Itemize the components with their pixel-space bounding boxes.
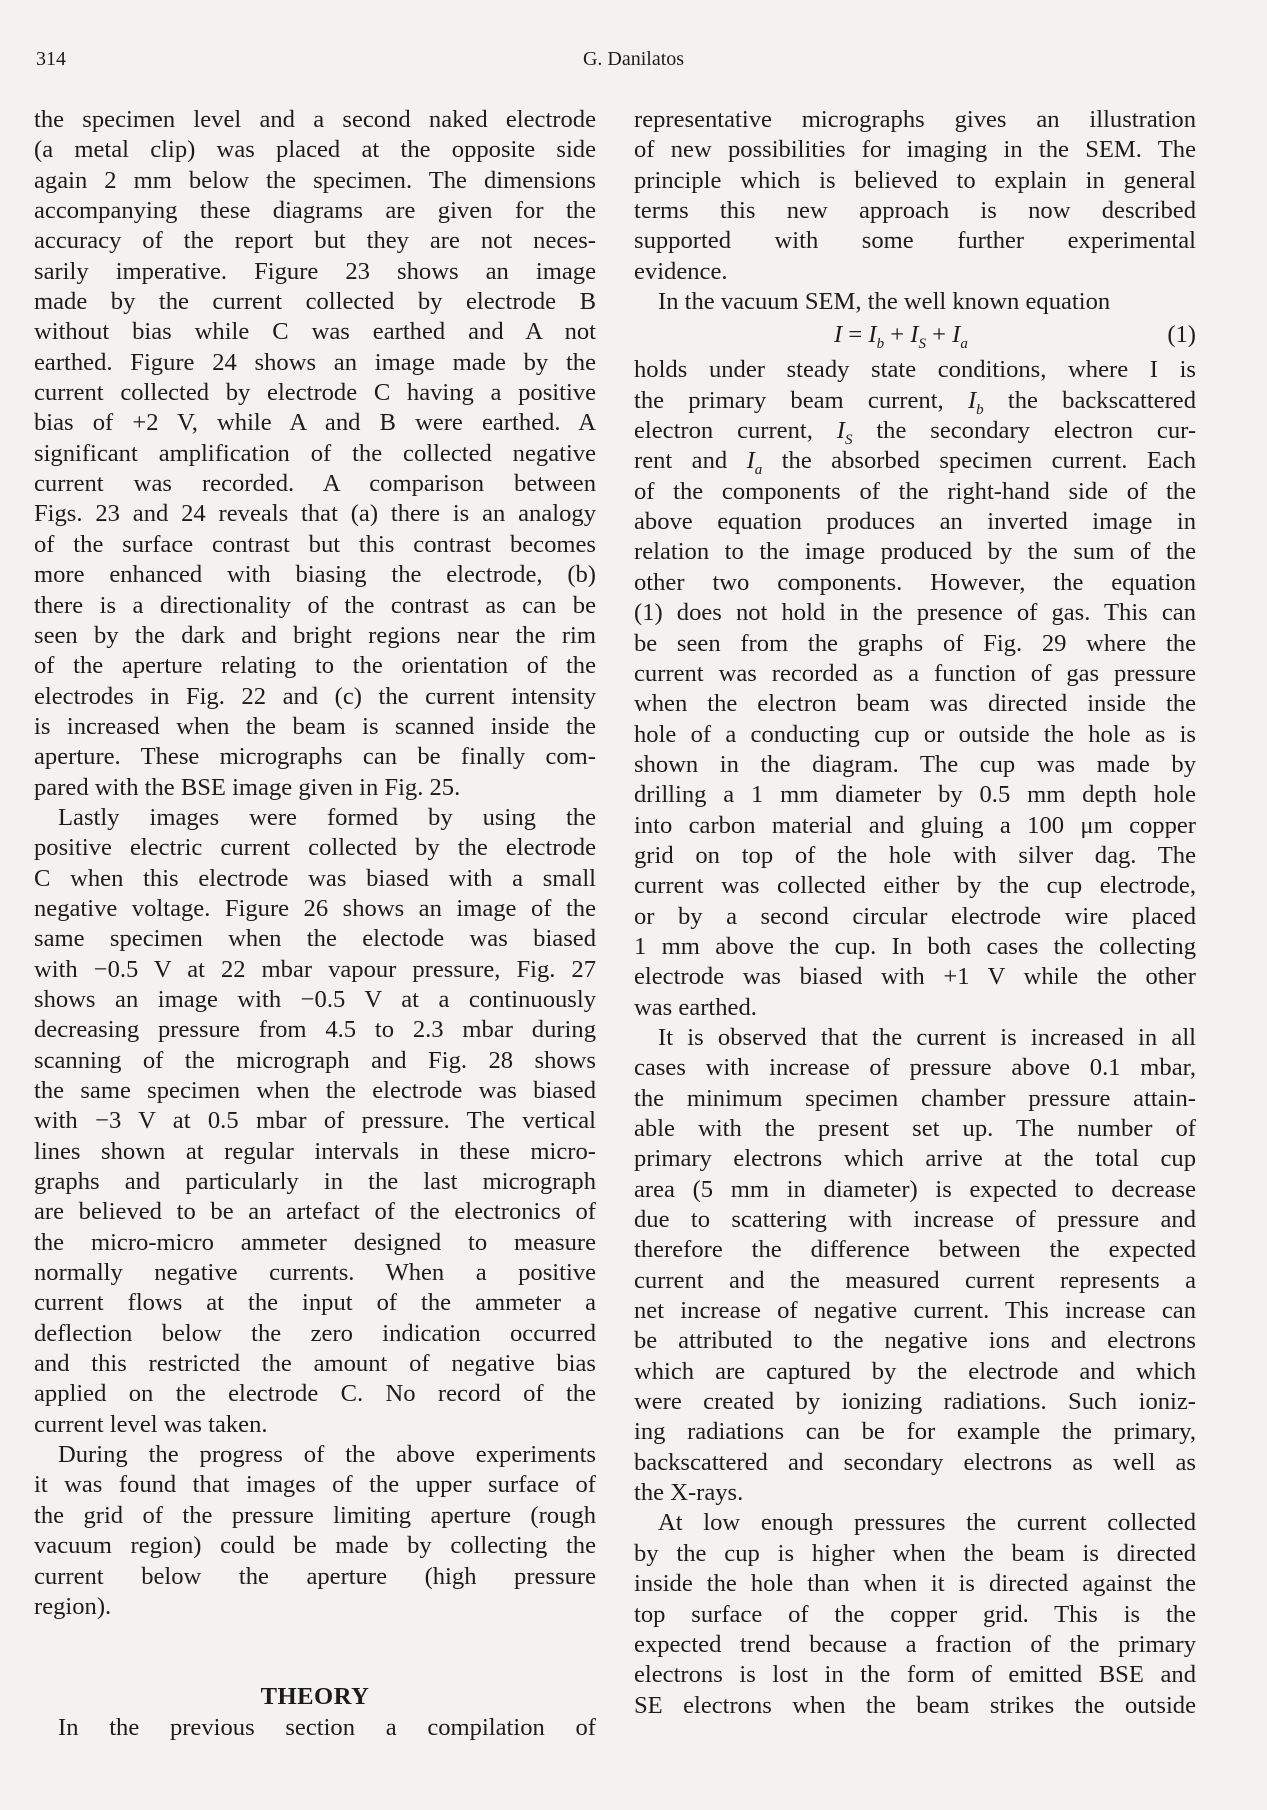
- text-line: applied on the electrode C. No record of the: [34, 1380, 596, 1408]
- text-line: grid on top of the hole with silver dag. The: [634, 841, 1196, 869]
- text-line: of new possibilities for imaging in the SEM. The: [634, 136, 1196, 164]
- text-line: be seen from the graphs of Fig. 29 where the: [634, 629, 1196, 657]
- text-line: supported with some further experimental: [634, 227, 1196, 255]
- text-line: cases with increase of pressure above 0.1 mbar,: [634, 1054, 1196, 1082]
- text-line: without bias while C was earthed and A not: [34, 318, 596, 346]
- text-line: ing radiations can be for example the primary,: [634, 1418, 1196, 1446]
- text-line: current flows at the input of the ammeter a: [34, 1289, 596, 1317]
- text-line: SE electrons when the beam strikes the outside: [634, 1691, 1196, 1719]
- text-line: the specimen level and a second naked electrode: [34, 106, 596, 133]
- text-line: During the progress of the above experiments: [58, 1441, 596, 1469]
- text-line: primary electrons which arrive at the total cup: [634, 1145, 1196, 1173]
- text-line: evidence.: [634, 257, 728, 285]
- text-line: deflection below the zero indication occurred: [34, 1319, 596, 1347]
- text-line: electrons is lost in the form of emitted BSE and: [634, 1661, 1196, 1689]
- text-line: the grid of the pressure limiting aperture (rough: [34, 1501, 596, 1529]
- text-line: decreasing pressure from 4.5 to 2.3 mbar during: [34, 1016, 596, 1044]
- text-line: above equation produces an inverted image in: [634, 508, 1196, 536]
- text-line: current was collected either by the cup electrode,: [634, 872, 1196, 900]
- text-line: it was found that images of the upper surface of: [34, 1471, 596, 1499]
- page-number: 314: [36, 48, 66, 70]
- text-line: relation to the image produced by the sum of the: [634, 538, 1196, 566]
- text-line: region).: [34, 1592, 112, 1620]
- text-line: with −0.5 V at 22 mbar vapour pressure, Fig. 27: [34, 955, 596, 983]
- text-line: normally negative currents. When a positive: [34, 1259, 596, 1287]
- text-line: when the electron beam was directed inside the: [634, 690, 1196, 718]
- text-line: In the vacuum SEM, the well known equation: [658, 288, 1111, 316]
- text-line: (1) does not hold in the presence of gas. This can: [634, 599, 1196, 627]
- text-line: 1 mm above the cup. In both cases the collecting: [634, 932, 1196, 960]
- text-line: other two components. However, the equation: [634, 568, 1196, 596]
- section-gap: [34, 1622, 596, 1682]
- text-line: with −3 V at 0.5 mbar of pressure. The vertical: [34, 1107, 596, 1135]
- text-line: the same specimen when the electrode was biased: [34, 1077, 596, 1104]
- left-column: [34, 105, 596, 1743]
- text-line: lines shown at regular intervals in these micro-: [34, 1137, 596, 1165]
- text-line: due to scattering with increase of pressure and: [634, 1206, 1196, 1234]
- text-line: or by a second circular electrode wire placed: [634, 902, 1196, 930]
- section-heading: THEORY: [260, 1683, 370, 1711]
- text-line: current below the aperture (high pressure: [34, 1562, 596, 1590]
- text-line: electrodes in Fig. 22 and (c) the current intensity: [34, 682, 596, 710]
- text-line: scanning of the micrograph and Fig. 28 shows: [34, 1046, 596, 1074]
- running-head: G. Danilatos: [582, 48, 685, 70]
- text-line: seen by the dark and bright regions near the rim: [34, 621, 596, 649]
- text-line: again 2 mm below the specimen. The dimensions: [34, 166, 596, 194]
- equation-body: $I = I_b + I_S + I_a$: [834, 321, 968, 353]
- text-line: more enhanced with biasing the electrode, (b): [34, 561, 596, 589]
- text-line: accompanying these diagrams are given for the: [34, 197, 596, 225]
- text-line: positive electric current collected by the electrode: [34, 834, 596, 862]
- text-line: which are captured by the electrode and which: [634, 1357, 1196, 1385]
- text-line: aperture. These micrographs can be finally com-: [34, 743, 596, 771]
- text-line: current level was taken.: [34, 1410, 268, 1438]
- text-line: negative voltage. Figure 26 shows an image of the: [34, 894, 596, 922]
- text-line: In the previous section a compilation of: [58, 1713, 596, 1741]
- text-line: shows an image with −0.5 V at a continuously: [34, 985, 596, 1013]
- text-line: Lastly images were formed by using the: [58, 803, 596, 831]
- text-line: able with the present set up. The number of: [634, 1115, 1196, 1142]
- text-line: shown in the diagram. The cup was made by: [634, 750, 1196, 778]
- text-line: At low enough pressures the current collected: [658, 1509, 1196, 1537]
- text-line: there is a directionality of the contrast as can be: [34, 591, 596, 619]
- text-line: drilling a 1 mm diameter by 0.5 mm depth hole: [634, 781, 1196, 809]
- text-line: significant amplification of the collected negative: [34, 439, 596, 467]
- right-column-text: [634, 477, 1196, 1721]
- text-line: current collected by electrode C having a positive: [34, 379, 596, 407]
- text-line: current was recorded. A comparison between: [34, 470, 596, 498]
- equation-number: (1): [1167, 321, 1196, 349]
- text-line: be attributed to the negative ions and electrons: [634, 1327, 1196, 1355]
- text-line: expected trend because a fraction of the primary: [634, 1630, 1196, 1658]
- text-line: are believed to be an artefact of the electronics of: [34, 1198, 596, 1226]
- text-line: (a metal clip) was placed at the opposite side: [34, 136, 596, 164]
- text-line: representative micrographs gives an illustration: [634, 106, 1196, 133]
- text-line: by the cup is higher when the beam is directed: [634, 1539, 1196, 1567]
- text-line: C when this electrode was biased with a small: [34, 864, 596, 892]
- text-line: into carbon material and gluing a 100 μm copper: [634, 811, 1196, 839]
- text-line: the primary beam current, $I_b$ the backscattered: [634, 386, 1196, 418]
- text-line: bias of +2 V, while A and B were earthed. A: [34, 409, 596, 437]
- text-line: and this restricted the amount of negative bias: [34, 1350, 596, 1378]
- page-header: [0, 46, 1267, 76]
- text-line: top surface of the copper grid. This is the: [634, 1600, 1196, 1628]
- text-line: of the components of the right-hand side of the: [634, 477, 1196, 505]
- text-line: electron current, $I_S$ the secondary electron cur-: [634, 417, 1197, 448]
- text-line: net increase of negative current. This increase can: [634, 1297, 1196, 1325]
- text-line: the X-rays.: [634, 1479, 744, 1507]
- right-column-intro: [634, 105, 1196, 317]
- text-line: inside the hole than when it is directed against the: [634, 1570, 1196, 1598]
- text-line: accuracy of the report but they are not neces-: [34, 227, 596, 255]
- text-line: graphs and particularly in the last micrograph: [34, 1168, 596, 1196]
- text-line: backscattered and secondary electrons as well as: [634, 1448, 1196, 1476]
- text-line: earthed. Figure 24 shows an image made by the: [34, 348, 596, 376]
- text-line: was earthed.: [634, 993, 757, 1021]
- text-line: of the aperture relating to the orientation of the: [34, 652, 596, 680]
- text-line: terms this new approach is now described: [634, 197, 1196, 225]
- text-line: is increased when the beam is scanned inside the: [34, 712, 596, 740]
- text-line: It is observed that the current is increased in all: [658, 1023, 1196, 1051]
- text-line: therefore the difference between the expected: [634, 1236, 1196, 1264]
- text-line: current was recorded as a function of gas pressure: [634, 659, 1196, 687]
- text-line: of the surface contrast but this contrast becomes: [34, 530, 596, 558]
- text-line: Figs. 23 and 24 reveals that (a) there is an analogy: [34, 500, 596, 528]
- text-line: electrode was biased with +1 V while the other: [634, 963, 1196, 991]
- text-line: hole of a conducting cup or outside the hole as is: [634, 720, 1196, 748]
- text-line: the micro-micro ammeter designed to measure: [34, 1228, 596, 1256]
- right-column: [634, 105, 1196, 1721]
- text-line: current and the measured current represents a: [634, 1266, 1196, 1294]
- text-line: vacuum region) could be made by collecting the: [34, 1532, 596, 1560]
- text-line: same specimen when the electode was biased: [34, 925, 596, 953]
- text-line: pared with the BSE image given in Fig. 25.: [34, 773, 461, 801]
- text-line: area (5 mm in diameter) is expected to decrease: [634, 1175, 1196, 1203]
- text-line: holds under steady state conditions, where I is: [634, 356, 1196, 384]
- text-line: the minimum specimen chamber pressure attain-: [634, 1084, 1196, 1112]
- equation-1: [634, 317, 1196, 355]
- text-line: were created by ionizing radiations. Such ioniz-: [634, 1388, 1196, 1416]
- text-line: principle which is believed to explain in general: [634, 166, 1196, 194]
- text-line: rent and $I_a$ the absorbed specimen current. Each: [634, 447, 1196, 479]
- text-line: made by the current collected by electrode B: [34, 288, 596, 316]
- text-line: sarily imperative. Figure 23 shows an image: [34, 257, 596, 285]
- left-column-text: [34, 105, 596, 1622]
